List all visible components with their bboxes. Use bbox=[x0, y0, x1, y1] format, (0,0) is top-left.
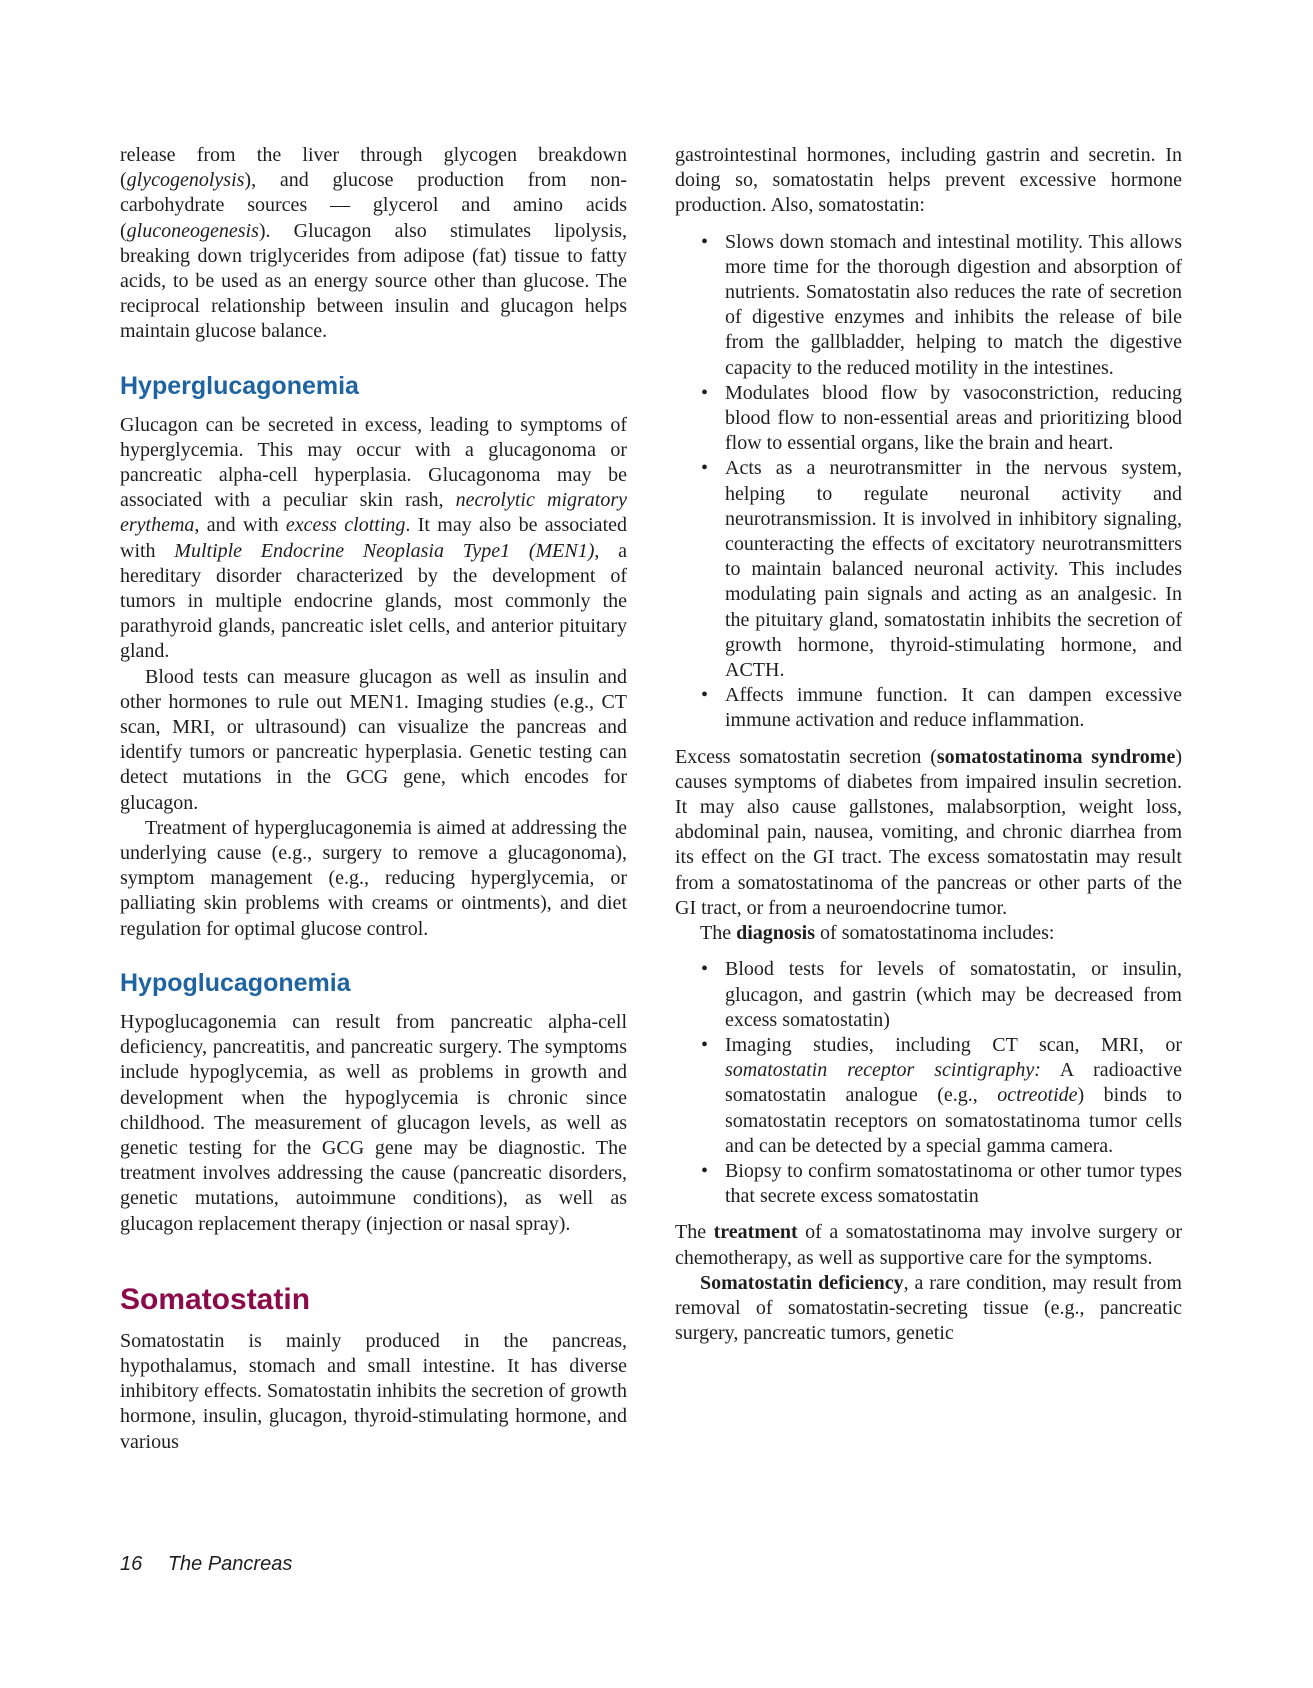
list-item: • Blood tests for levels of somatostatin, or insulin, glucagon, and gastrin (which may be decreased from excess somatostatin) bbox=[701, 958, 1182, 1031]
effects-list bbox=[675, 230, 1182, 734]
hyper-paragraph-2: Blood tests can measure glucagon as well as insulin and other hormones to rule out MEN1. Imaging studies (e.g., CT scan, MRI, or ultrasound) can visualize the pancreas and identify tumors or pancreatic hyperplasia. Genetic testing can detect mutations in the GCG gene, which encodes for glucagon. bbox=[120, 665, 627, 814]
page-footer bbox=[120, 1553, 292, 1576]
chapter-title: The Pancreas bbox=[167, 1553, 293, 1575]
bullet-icon: • bbox=[701, 230, 709, 253]
somatostatin-paragraph-1: Somatostatin is mainly produced in the pancreas, hypothalamus, stomach and small intestine. It has diverse inhibitory effects. Somatostatin inhibits the secretion of growth hormone, insulin, glucagon, thyroid-stimulating hormone, and various bbox=[120, 1329, 627, 1453]
list-item: • Acts as a neurotransmitter in the nervous system, helping to regulate neuronal activity and neurotransmission. It is involved in inhibitory signaling, counteracting the effects of excitatory neurotransmitters to maintain balanced neuronal activity. This includes modulating pain signals and acting as an analgesic. In the pituitary gland, somatostatin inhibits the secretion of growth hormone, thyroid-stimulating hormone, and ACTH. bbox=[701, 457, 1182, 682]
list-item: • Slows down stomach and intestinal motility. This allows more time for the thorough digestion and absorption of nutrients. Somatostatin also reduces the rate of secretion of digestive enzymes and inhibits the release of bile from the gallbladder, helping to match the digestive capacity to the reduced motility in the intestines. bbox=[701, 230, 1182, 379]
heading-hyperglucagonemia: Hyperglucagonemia bbox=[120, 371, 359, 400]
bullet-icon: • bbox=[701, 457, 709, 480]
list-item: • Imaging studies, including CT scan, MRI, or somatostatin receptor scintigraphy: A radioactive somatostatin analogue (e.g., octreotide) binds to somatostatin receptors on somatostatinoma tumor cells and can be detected by a special gamma camera. bbox=[701, 1033, 1182, 1157]
bullet-icon: • bbox=[701, 381, 709, 404]
list-item: • Biopsy to confirm somatostatinoma or other tumor types that secrete excess somatostatin bbox=[701, 1159, 1182, 1208]
heading-hypoglucagonemia: Hypoglucagonemia bbox=[120, 968, 351, 997]
hyper-paragraph-1: Glucagon can be secreted in excess, leading to symptoms of hyperglycemia. This may occur with a glucagonoma or pancreatic alpha-cell hyperplasia. Glucagonoma may be associated with a peculiar skin rash, necrolytic migratory erythema, and with excess clotting. It may also be associated with Multiple Endocrine Neoplasia Type1 (MEN1), a hereditary disorder characterized by the development of tumors in multiple endocrine glands, most commonly the parathyroid glands, pancreatic islet cells, and anterior pituitary gland. bbox=[120, 413, 627, 663]
bullet-icon: • bbox=[701, 684, 709, 707]
term-gluconeogenesis: gluconeogenesis bbox=[126, 219, 259, 242]
excess-paragraph: Excess somatostatin secretion (somatostatinoma syndrome) causes symptoms of diabetes from impaired insulin secretion. It may also cause gallstones, malabsorption, weight loss, abdominal pain, nausea, vomiting, and chronic diarrhea from its effect on the GI tract. The excess somatostatin may result from a somatostatinoma of the pancreas or other parts of the GI tract, or from a neuroendocrine tumor. bbox=[675, 745, 1182, 919]
somatostatin-continued-paragraph: gastrointestinal hormones, including gastrin and secretin. In doing so, somatostatin helps prevent excessive hormone production. Also, somatostatin: bbox=[675, 144, 1182, 217]
hyper-paragraph-3: Treatment of hyperglucagonemia is aimed at addressing the underlying cause (e.g., surgery to remove a glucagonoma), symptom management (e.g., reducing hyperglycemia, or palliating skin problems with creams or ointments), and diet regulation for optimal glucose control. bbox=[120, 816, 627, 940]
page-number: 16 bbox=[120, 1553, 143, 1575]
diagnosis-list bbox=[675, 957, 1182, 1209]
right-column bbox=[675, 143, 1182, 1346]
term-glycogenolysis: glycogenolysis bbox=[126, 169, 245, 192]
bullet-icon: • bbox=[701, 1159, 709, 1182]
list-item: • Affects immune function. It can dampen excessive immune activation and reduce inflammation. bbox=[701, 684, 1182, 732]
list-item: • Modulates blood flow by vasoconstriction, reducing blood flow to non-essential areas and prioritizing blood flow to essential organs, like the brain and heart. bbox=[701, 381, 1182, 455]
bullet-icon: • bbox=[701, 958, 709, 981]
bullet-icon: • bbox=[701, 1033, 709, 1056]
hypo-paragraph-1: Hypoglucagonemia can result from pancreatic alpha-cell deficiency, pancreatitis, and pancreatic surgery. The symptoms include hypoglycemia, as well as problems in growth and development when the hypoglycemia is chronic since childhood. The measurement of glucagon levels, as well as genetic testing for the GCG gene may be diagnostic. The treatment involves addressing the cause (pancreatic disorders, genetic mutations, autoimmune conditions), as well as glucagon replacement therapy (injection or nasal spray). bbox=[120, 1010, 627, 1235]
diagnosis-intro: The diagnosis of somatostatinoma includes: bbox=[700, 922, 1055, 945]
heading-somatostatin: Somatostatin bbox=[120, 1282, 311, 1316]
left-column bbox=[120, 143, 627, 1455]
deficiency-paragraph: Somatostatin deficiency, a rare condition, may result from removal of somatostatin-secreting tissue (e.g., pancreatic surgery, pancreatic tumors, genetic bbox=[675, 1271, 1182, 1345]
treatment-paragraph: The treatment of a somatostatinoma may involve surgery or chemotherapy, as well as supportive care for the symptoms. bbox=[675, 1221, 1183, 1269]
intro-paragraph: release from the liver through glycogen breakdown (glycogenolysis), and glucose production from non-carbohydrate sources — glycerol and amino acids (gluconeogenesis). Glucagon also stimulates lipolysis, breaking down triglycerides from adipose (fat) tissue to fatty acids, to be used as an energy source other than glucose. The reciprocal relationship between insulin and glucagon helps maintain glucose balance. bbox=[120, 144, 627, 343]
